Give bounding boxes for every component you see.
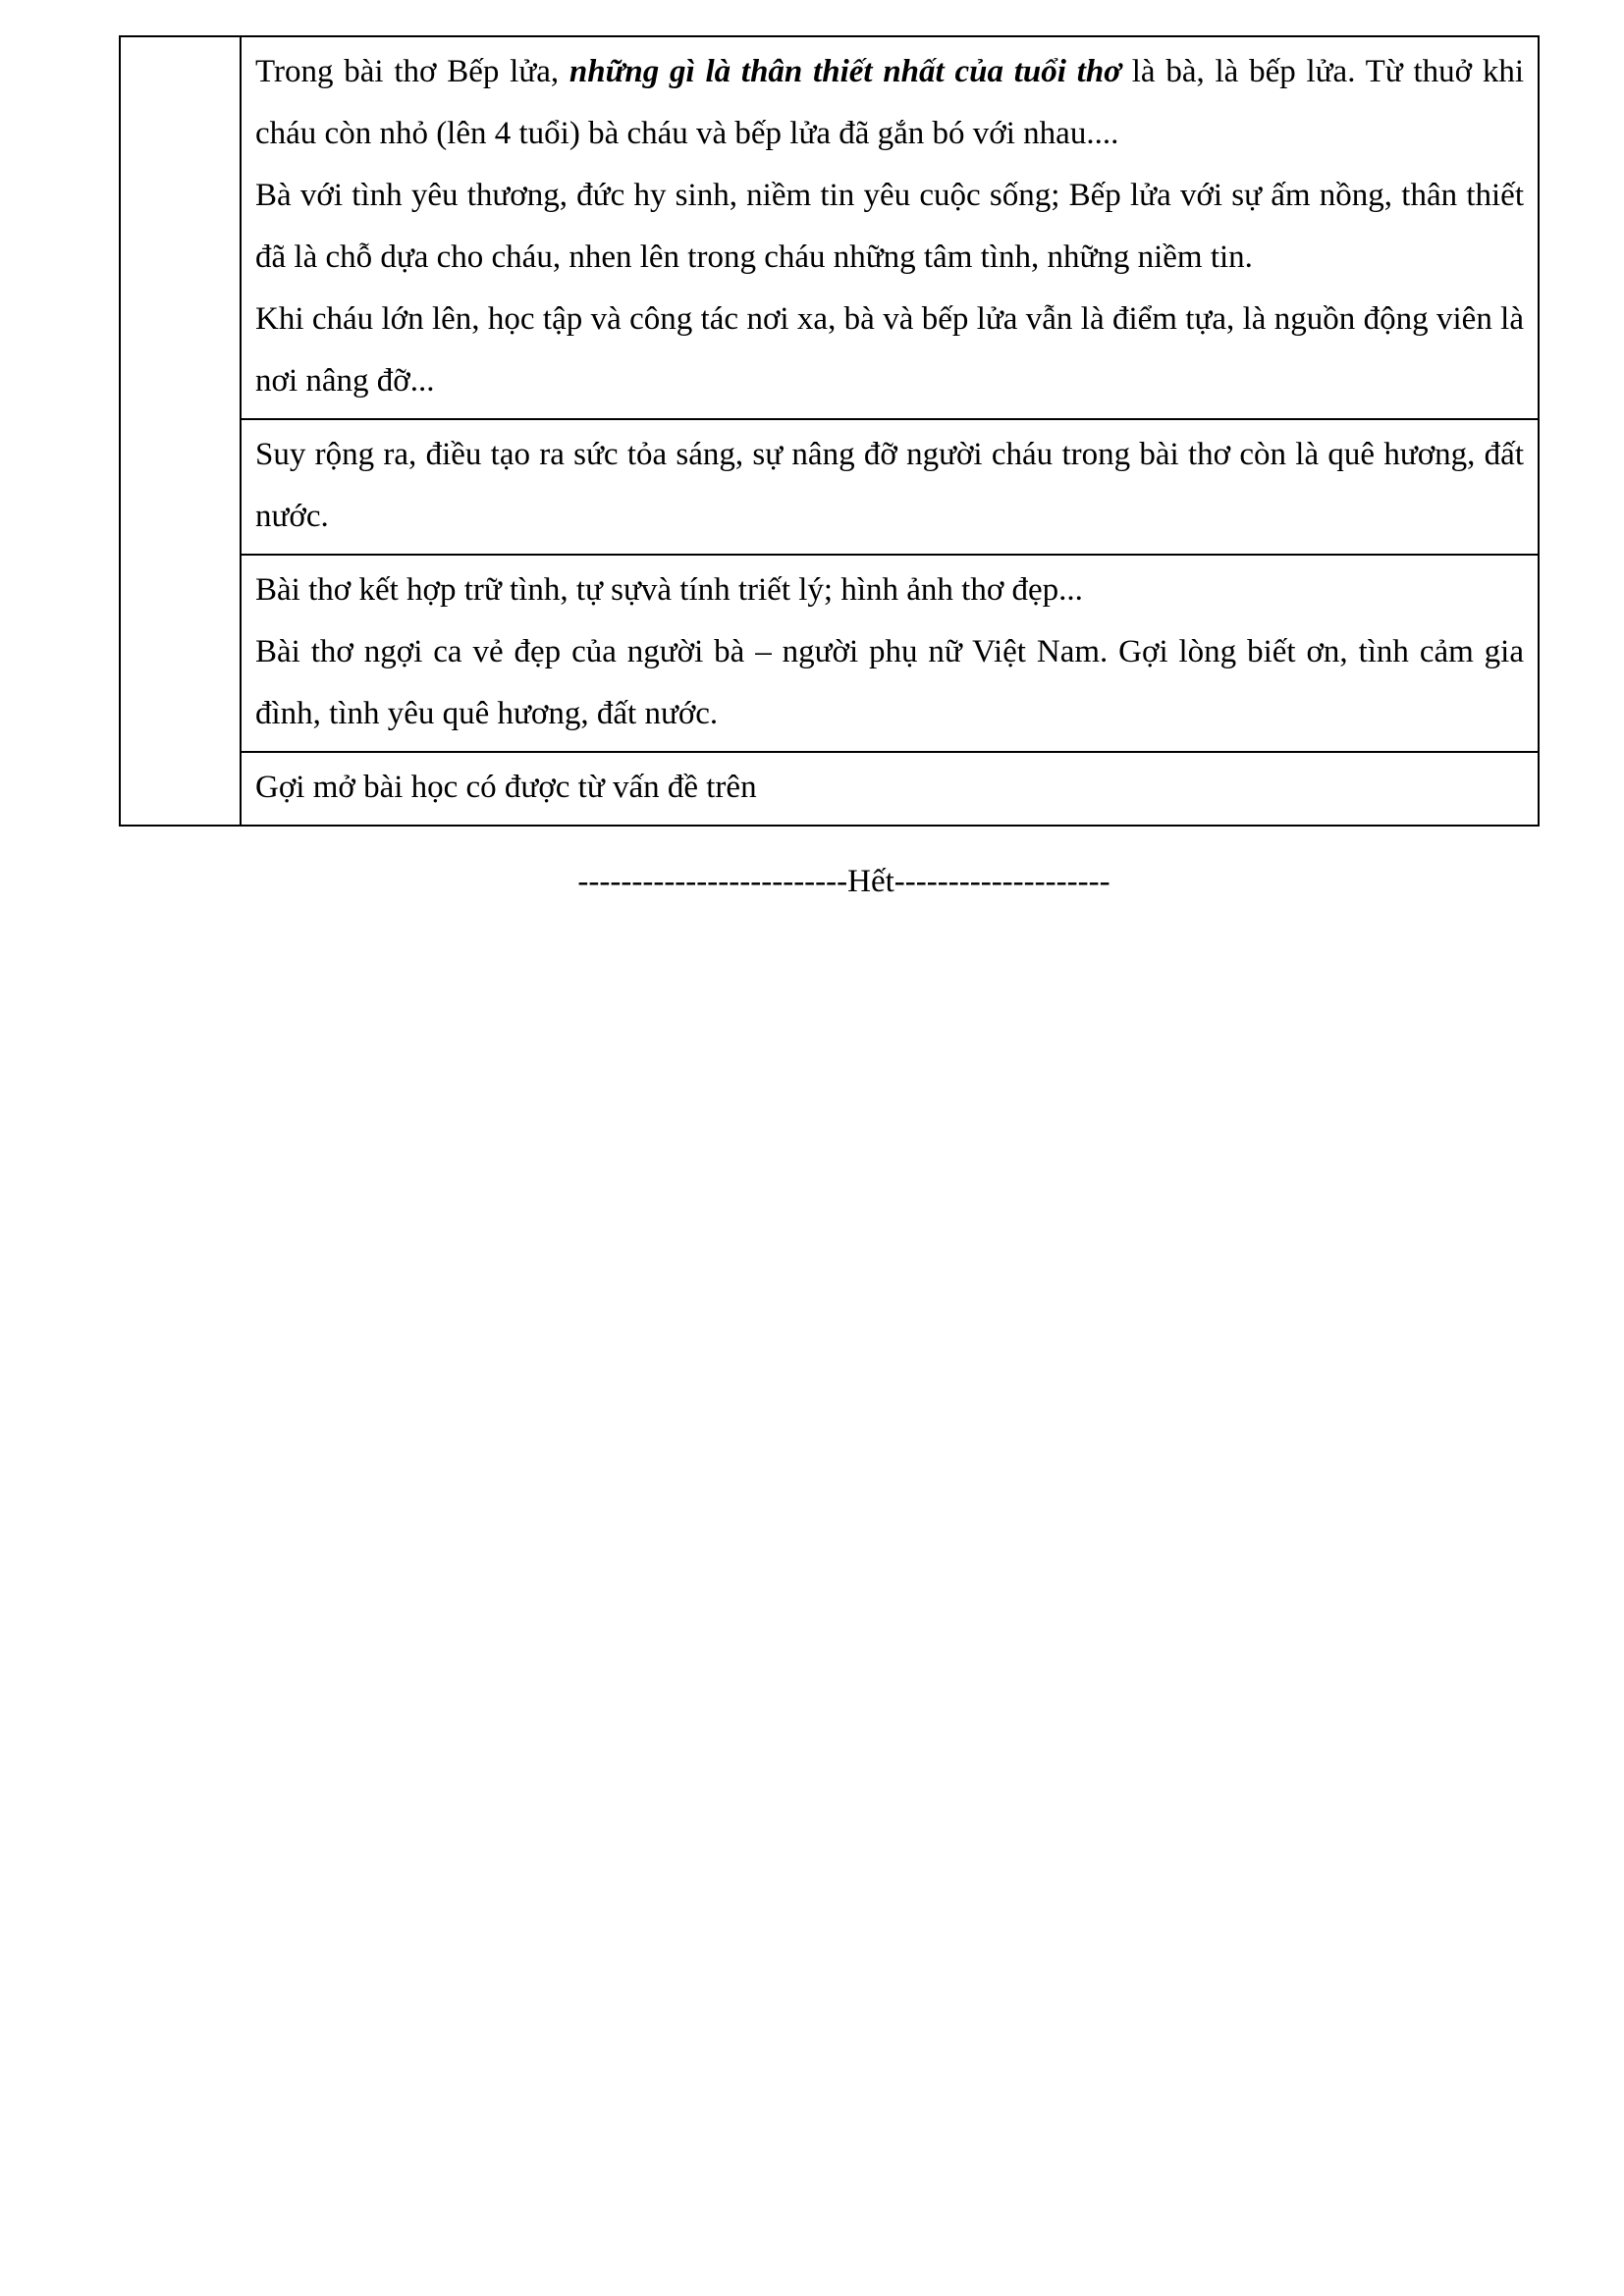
answer-table [119, 35, 1540, 827]
paragraph: Bài thơ ngợi ca vẻ đẹp của người bà – người phụ nữ Việt Nam. Gợi lòng biết ơn, tình cảm gia đình, tình yêu quê hương, đất nước. [255, 634, 1524, 731]
table-row [120, 36, 1539, 419]
content-cell [241, 36, 1539, 419]
content-cell [241, 419, 1539, 555]
paragraph: Bài thơ kết hợp trữ tình, tự sựvà tính triết lý; hình ảnh thơ đẹp... [255, 572, 1083, 608]
table-row [120, 419, 1539, 555]
criteria-column-cell [120, 36, 241, 826]
end-of-document-mark: -------------------------Hết-------------------- [577, 864, 1110, 899]
paragraph-text: Trong bài thơ Bếp lửa, [255, 54, 569, 89]
paragraph: Gợi mở bài học có được từ vấn đề trên [255, 770, 757, 805]
paragraph: Suy rộng ra, điều tạo ra sức tỏa sáng, sự nâng đỡ người cháu trong bài thơ còn là quê hương, đất nước. [255, 437, 1524, 534]
table-row [120, 752, 1539, 826]
table-row [120, 555, 1539, 752]
emphasized-text: những gì là thân thiết nhất của tuổi thơ [568, 54, 1121, 89]
paragraph-text: là bà, là bếp lửa. Từ thuở khi cháu còn nhỏ (lên 4 tuổi) bà cháu và bếp lửa đã gắn bó với nhau.... [255, 54, 1525, 151]
content-cell [241, 555, 1539, 752]
paragraph [255, 41, 1524, 165]
paragraph: Bà với tình yêu thương, đức hy sinh, niềm tin yêu cuộc sống; Bếp lửa với sự ấm nồng, thân thiết đã là chỗ dựa cho cháu, nhen lên trong cháu những tâm tình, những niềm tin. [255, 178, 1524, 275]
paragraph: Khi cháu lớn lên, học tập và công tác nơi xa, bà và bếp lửa vẫn là điểm tựa, là nguồn động viên là nơi nâng đỡ... [255, 301, 1524, 399]
content-cell [241, 752, 1539, 826]
